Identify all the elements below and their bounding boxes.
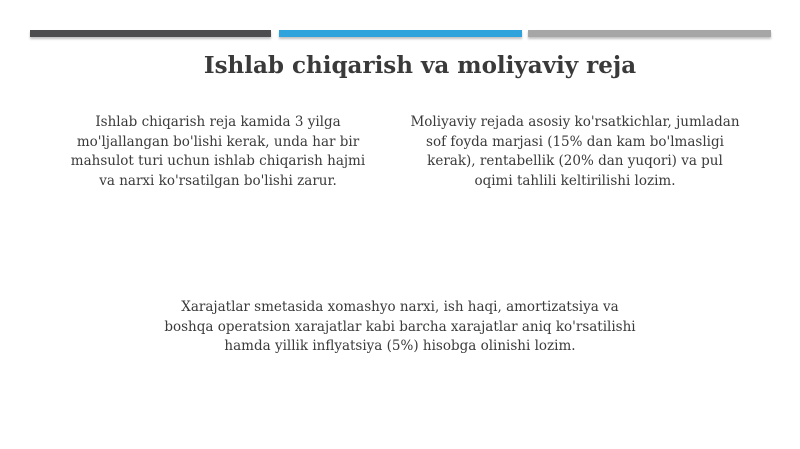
header-bar-gray: [528, 30, 771, 37]
header-bar-blue: [279, 30, 522, 37]
header-bar-dark: [30, 30, 271, 37]
slide-title: Ishlab chiqarish va moliyaviy reja: [203, 52, 637, 79]
production-plan-text: Ishlab chiqarish reja kamida 3 yilga mo'ljallangan bo'lishi kerak, unda har bir mahsulot turi uchun ishlab chiqarish hajmi va narxi ko'rsatilgan bo'lishi zarur.: [70, 114, 366, 189]
cost-estimate-text: Xarajatlar smetasida xomashyo narxi, ish haqi, amortizatsiya va boshqa operatsion xarajatlar kabi barcha xarajatlar aniq ko'rsatilishi hamda yillik inflyatsiya (5%) hisobga olinishi lozim.: [164, 299, 636, 354]
financial-plan-text: Moliyaviy rejada asosiy ko'rsatkichlar, jumladan sof foyda marjasi (15% dan kam bo'lmasligi kerak), rentabellik (20% dan yuqori) va pul oqimi tahlili keltirilishi lozim.: [410, 114, 740, 189]
